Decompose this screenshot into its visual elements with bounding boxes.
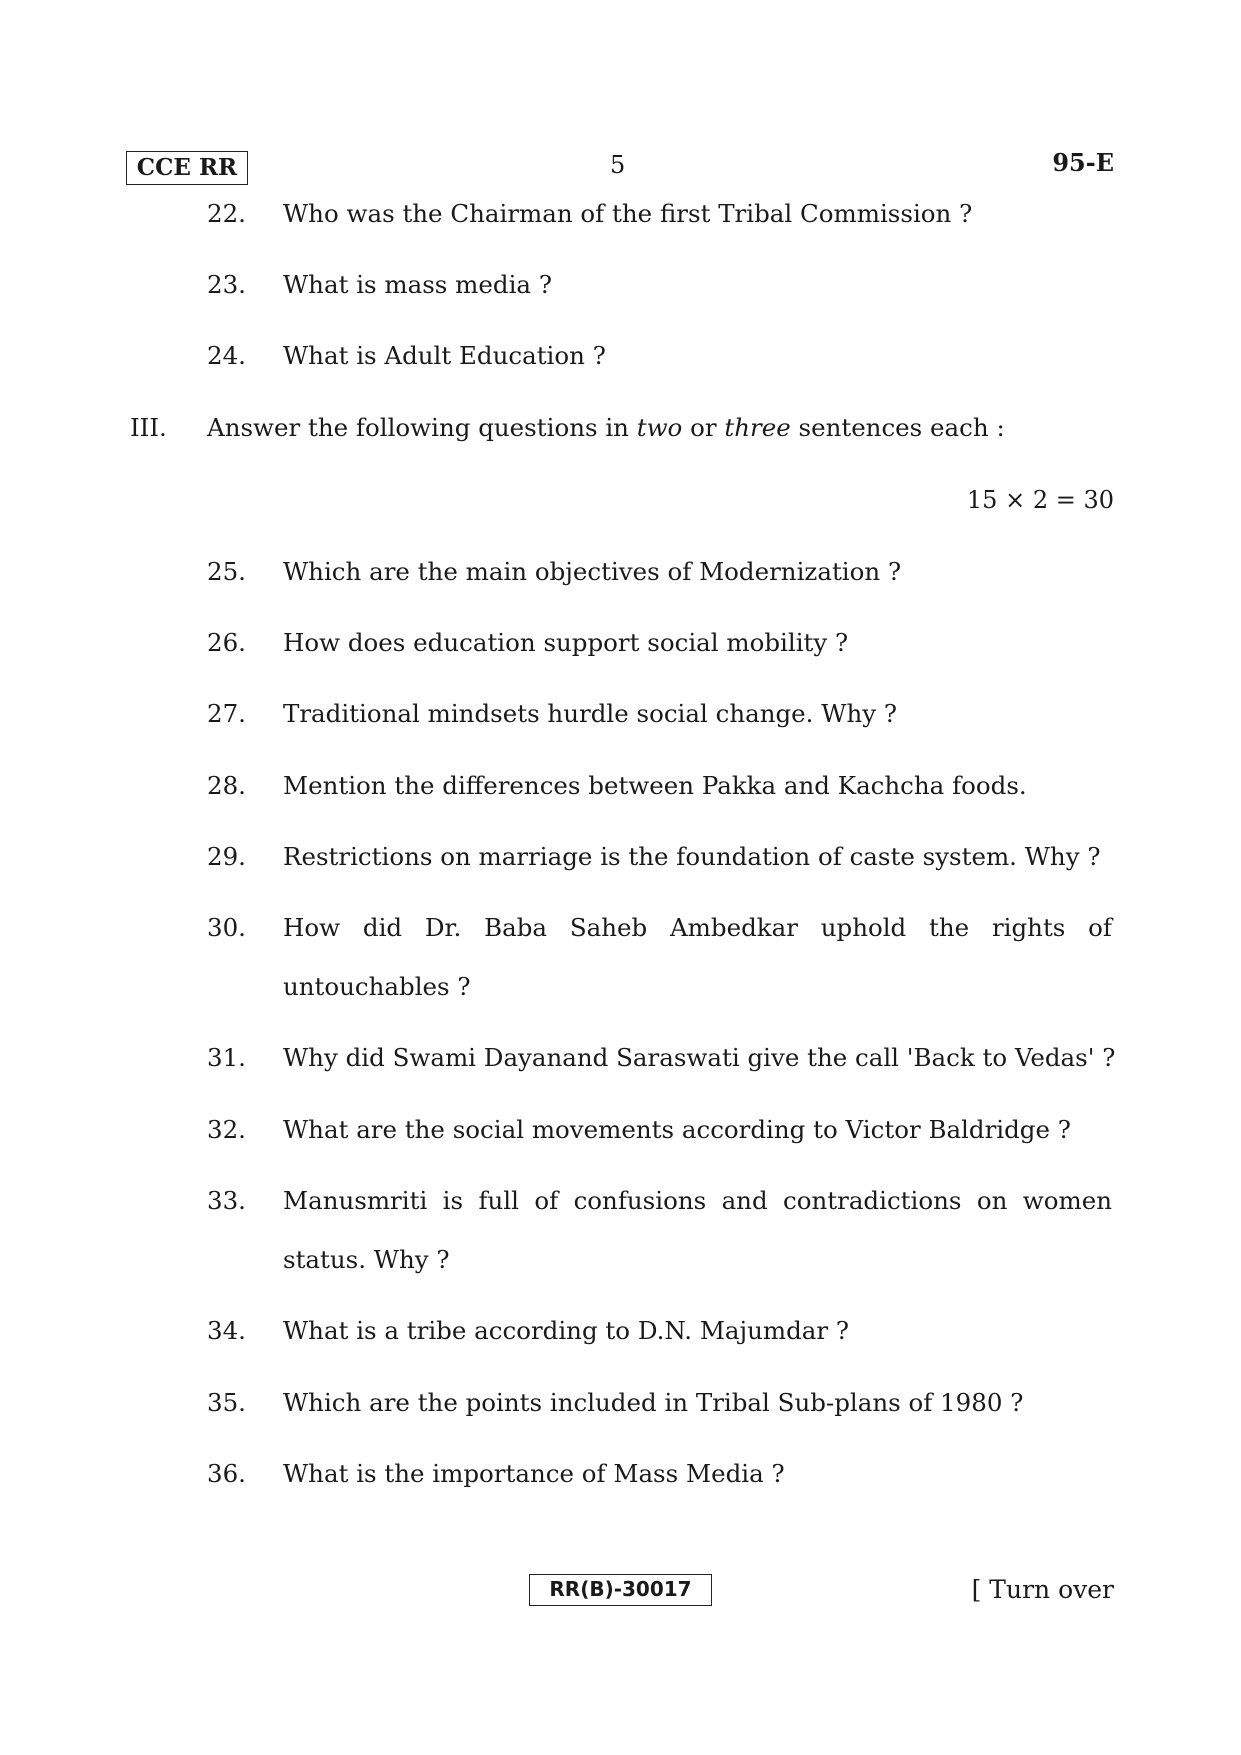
header-code-box: CCE RR xyxy=(126,151,248,185)
question-text: What is mass media ? xyxy=(283,270,552,299)
question-number: 26. xyxy=(207,628,246,657)
question-number: 24. xyxy=(207,341,246,370)
question-text: Why did Swami Dayanand Saraswati give the call 'Back to Vedas' ? xyxy=(283,1043,1116,1072)
question-text: Who was the Chairman of the first Tribal Commission ? xyxy=(283,199,973,228)
section-marks: 15 × 2 = 30 xyxy=(966,486,1114,514)
question-number: 35. xyxy=(207,1388,246,1417)
question-text: What are the social movements according to Victor Baldridge ? xyxy=(283,1115,1071,1144)
question-text-continued: status. Why ? xyxy=(283,1245,450,1274)
question-text: Traditional mindsets hurdle social change. Why ? xyxy=(283,699,897,728)
question-text: Restrictions on marriage is the foundation of caste system. Why ? xyxy=(283,842,1101,871)
question-number: 34. xyxy=(207,1316,246,1345)
question-number: 29. xyxy=(207,842,246,871)
question-number: 36. xyxy=(207,1459,246,1488)
question-number: 33. xyxy=(207,1186,246,1215)
section-instruction: Answer the following questions in two or three sentences each : xyxy=(207,413,1005,442)
question-number: 28. xyxy=(207,771,246,800)
footer-code-box: RR(B)-30017 xyxy=(529,1574,712,1606)
question-text: Manusmriti is full of confusions and contradictions on women xyxy=(283,1186,1112,1215)
question-number: 27. xyxy=(207,699,246,728)
question-text: Which are the main objectives of Modernization ? xyxy=(283,557,902,586)
question-text: How does education support social mobility ? xyxy=(283,628,849,657)
question-text: Which are the points included in Tribal Sub-plans of 1980 ? xyxy=(283,1388,1024,1417)
turn-over-note: [ Turn over xyxy=(971,1575,1114,1604)
question-text: What is the importance of Mass Media ? xyxy=(283,1459,785,1488)
question-number: 22. xyxy=(207,199,246,228)
question-number: 30. xyxy=(207,913,246,942)
question-text: What is a tribe according to D.N. Majumdar ? xyxy=(283,1316,850,1345)
section-number: III. xyxy=(130,413,167,442)
question-text: Mention the differences between Pakka and Kachcha foods. xyxy=(283,771,1027,800)
question-number: 23. xyxy=(207,270,246,299)
question-number: 31. xyxy=(207,1043,246,1072)
paper-code: 95-E xyxy=(1052,148,1114,177)
question-text-continued: untouchables ? xyxy=(283,972,471,1001)
question-number: 32. xyxy=(207,1115,246,1144)
page-number: 5 xyxy=(610,151,626,179)
question-text: How did Dr. Baba Saheb Ambedkar uphold the rights of xyxy=(283,913,1112,942)
question-number: 25. xyxy=(207,557,246,586)
question-text: What is Adult Education ? xyxy=(283,341,606,370)
